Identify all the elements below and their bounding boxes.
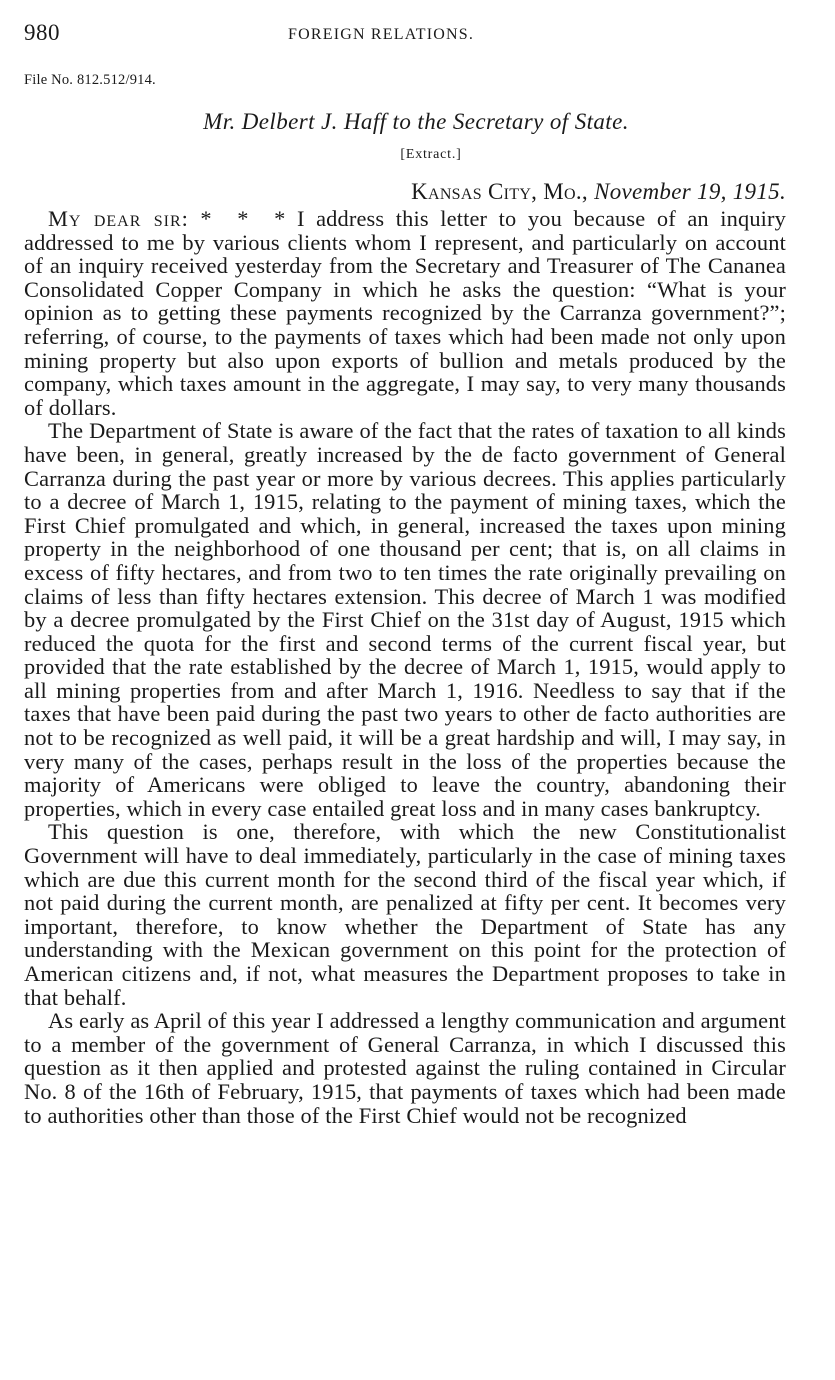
- omission-stars: * * *: [200, 206, 286, 231]
- dateline: [24, 179, 786, 205]
- paragraph-3: This question is one, therefore, with which the new Constitutionalist Government will have to deal immediately, particularly in the case of mining taxes which are due this current month for the second third of the fiscal year which, if not paid during the current month, are penalized at fifty per cent. It becomes very important, therefore, to know whether the Department of State has any understanding with the Mexican government on this point for the protection of American citizens and, if not, what measures the Department proposes to take in that behalf.: [24, 819, 786, 1010]
- page-number: 980: [24, 20, 60, 45]
- document-page: [24, 18, 786, 1127]
- document-title: Mr. Delbert J. Haff to the Secretary of State.: [203, 109, 629, 134]
- running-title: FOREIGN RELATIONS.: [288, 26, 475, 43]
- salutation: My dear sir:: [48, 206, 189, 231]
- running-head: [24, 18, 786, 48]
- letter-body: [24, 207, 786, 1127]
- dateline-place: Kansas City, Mo.,: [411, 179, 588, 204]
- paragraph-4: As early as April of this year I addressed a lengthy communication and argument to a member of the government of General Carranza, in which I discussed this question as it then applied and protested against the ruling contained in Circular No. 8 of the 16th of February, 1915, that payments of taxes which had been made to authorities other than those of the First Chief would not be recognized: [24, 1008, 786, 1128]
- paragraph-1: [24, 207, 786, 419]
- file-number: File No. 812.512/914.: [24, 72, 156, 88]
- paragraph-1-text: I address this letter to you because of an inquiry addressed to me by various clients whom I represent, and particularly on account of an inquiry received yesterday from the Secretary and Treasurer of The Cananea Consolidated Copper Company in which he asks the question: “What is your opinion as to getting these payments recognized by the Carranza government?”; referring, of course, to the payments of taxes which had been made not only upon mining property but also upon exports of bullion and metals produced by the company, which taxes amount in the aggregate, I may say, to very many thousands of dollars.: [24, 206, 786, 420]
- paragraph-2: The Department of State is aware of the fact that the rates of taxation to all kinds have been, in general, greatly increased by the de facto government of General Carranza during the past year or more by various decrees. This applies particularly to a decree of March 1, 1915, relating to the payment of mining taxes, which the First Chief promulgated and which, in general, increased the taxes upon mining property in the neighborhood of one thousand per cent; that is, on all claims in excess of fifty hectares, and from two to ten times the rate originally prevailing on claims of less than fifty hectares extension. This decree of March 1 was modified by a decree promulgated by the First Chief on the 31st day of August, 1915 which reduced the quota for the first and second terms of the current fiscal year, but provided that the rate established by the decree of March 1, 1915, would apply to all mining properties from and after March 1, 1916. Needless to say that if the taxes that have been paid during the past two years to other de facto authorities are not to be recognized as well paid, it will be a great hardship and will, I may say, in very many of the cases, perhaps result in the loss of the properties because the majority of Americans were obliged to leave the country, abandoning their properties, which in every case entailed great loss and in many cases bankruptcy.: [24, 418, 786, 821]
- extract-label: [Extract.]: [400, 147, 462, 162]
- dateline-date: November 19, 1915.: [594, 179, 786, 204]
